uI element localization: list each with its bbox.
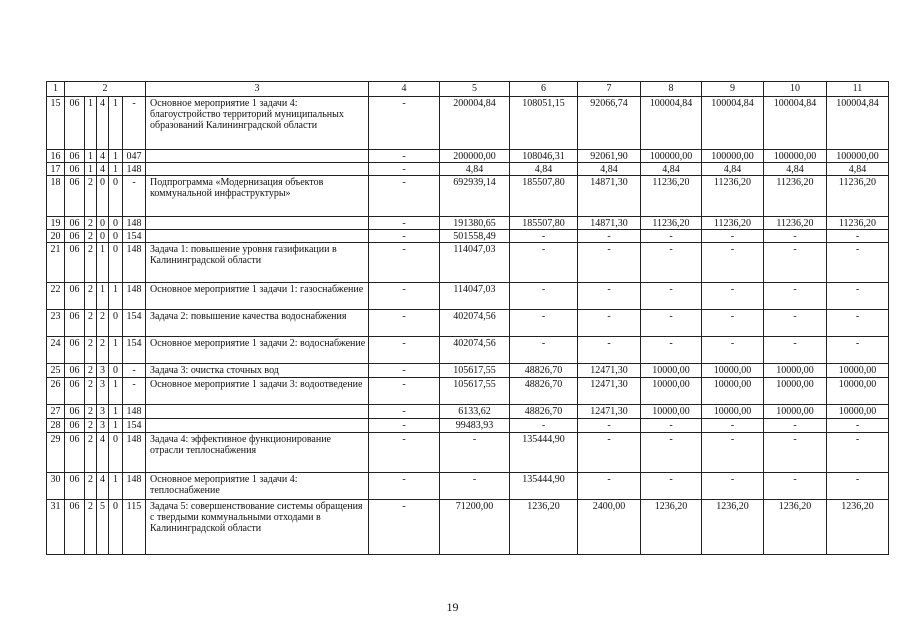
value-cell: 135444,90 [510, 473, 578, 500]
value-cell: - [827, 230, 889, 243]
row-number-cell: 24 [47, 337, 65, 364]
value-cell: 10000,00 [827, 405, 889, 419]
code-cell: 148 [123, 217, 146, 230]
code-cell: 1 [109, 97, 123, 150]
code-cell: 0 [109, 176, 123, 217]
value-cell: 92066,74 [578, 97, 641, 150]
value-cell: 402074,56 [440, 337, 510, 364]
value-cell: - [510, 419, 578, 433]
code-cell: 06 [65, 283, 85, 310]
description-cell: Подпрограмма «Модернизация объектов коммунальной инфраструктуры» [146, 176, 369, 217]
code-cell: 1 [85, 97, 97, 150]
value-cell: 135444,90 [510, 433, 578, 473]
value-cell: 200000,00 [440, 150, 510, 163]
code-cell: 0 [109, 500, 123, 555]
value-cell: 4,84 [827, 163, 889, 176]
code-cell: 06 [65, 150, 85, 163]
value-cell: 10000,00 [764, 405, 827, 419]
table-row [47, 150, 889, 163]
code-cell: 0 [97, 217, 109, 230]
description-cell [146, 405, 369, 419]
code-cell: 2 [85, 230, 97, 243]
value-cell: 114047,03 [440, 243, 510, 283]
value-cell: 10000,00 [702, 405, 764, 419]
column4-cell: - [369, 217, 440, 230]
column4-cell: - [369, 97, 440, 150]
code-cell: 0 [109, 433, 123, 473]
row-number-cell: 28 [47, 419, 65, 433]
code-cell: 2 [85, 473, 97, 500]
value-cell: - [578, 337, 641, 364]
value-cell: - [702, 310, 764, 337]
code-cell: 06 [65, 473, 85, 500]
code-cell: 2 [85, 310, 97, 337]
value-cell: 11236,20 [827, 176, 889, 217]
value-cell: - [641, 337, 702, 364]
description-cell: Основное мероприятие 1 задачи 4: благоустройство территорий муниципальных образований Калининградской области [146, 97, 369, 150]
value-cell: 11236,20 [641, 176, 702, 217]
row-number-cell: 26 [47, 378, 65, 405]
code-cell: 06 [65, 310, 85, 337]
value-cell: 100004,84 [641, 97, 702, 150]
value-cell: 1236,20 [510, 500, 578, 555]
code-cell: 0 [109, 364, 123, 378]
value-cell: - [764, 283, 827, 310]
row-number-cell: 18 [47, 176, 65, 217]
row-number-cell: 30 [47, 473, 65, 500]
description-cell [146, 150, 369, 163]
column4-cell: - [369, 163, 440, 176]
code-cell: 2 [85, 243, 97, 283]
description-cell [146, 230, 369, 243]
column4-cell: - [369, 230, 440, 243]
value-cell: - [510, 243, 578, 283]
row-number-cell: 27 [47, 405, 65, 419]
description-cell: Основное мероприятие 1 задачи 1: газоснабжение [146, 283, 369, 310]
value-cell: 11236,20 [764, 176, 827, 217]
code-cell: 1 [97, 283, 109, 310]
code-cell: 154 [123, 230, 146, 243]
value-cell: 14871,30 [578, 217, 641, 230]
value-cell: - [764, 473, 827, 500]
code-cell: 06 [65, 176, 85, 217]
column4-cell: - [369, 176, 440, 217]
value-cell: 191380,65 [440, 217, 510, 230]
column4-cell: - [369, 150, 440, 163]
value-cell: 100004,84 [764, 97, 827, 150]
value-cell: - [641, 243, 702, 283]
value-cell: 100000,00 [702, 150, 764, 163]
code-cell: 2 [85, 500, 97, 555]
code-cell: 0 [109, 217, 123, 230]
table-row [47, 230, 889, 243]
description-cell: Основное мероприятие 1 задачи 4: теплоснабжение [146, 473, 369, 500]
code-cell: - [123, 364, 146, 378]
code-cell: 4 [97, 473, 109, 500]
value-cell: 14871,30 [578, 176, 641, 217]
value-cell: - [702, 419, 764, 433]
header-row [47, 82, 889, 97]
row-number-cell: 19 [47, 217, 65, 230]
row-number-cell: 23 [47, 310, 65, 337]
code-cell: 3 [97, 405, 109, 419]
value-cell: 10000,00 [764, 378, 827, 405]
description-cell: Задача 3: очистка сточных вод [146, 364, 369, 378]
description-cell: Задача 1: повышение уровня газификации в Калининградской области [146, 243, 369, 283]
value-cell: - [510, 337, 578, 364]
table-row [47, 433, 889, 473]
value-cell: - [764, 337, 827, 364]
value-cell: 48826,70 [510, 364, 578, 378]
value-cell: 4,84 [440, 163, 510, 176]
header-cell: 5 [440, 82, 510, 97]
header-cell: 6 [510, 82, 578, 97]
value-cell: - [827, 283, 889, 310]
value-cell: 10000,00 [641, 405, 702, 419]
code-cell: 3 [97, 378, 109, 405]
value-cell: 100000,00 [764, 150, 827, 163]
value-cell: 10000,00 [702, 364, 764, 378]
code-cell: 1 [97, 243, 109, 283]
row-number-cell: 15 [47, 97, 65, 150]
code-cell: 06 [65, 337, 85, 364]
value-cell: 100000,00 [641, 150, 702, 163]
code-cell: 4 [97, 433, 109, 473]
code-cell: 06 [65, 433, 85, 473]
value-cell: - [510, 283, 578, 310]
budget-table [46, 81, 889, 555]
code-cell: 0 [97, 230, 109, 243]
value-cell: - [578, 283, 641, 310]
code-cell: 047 [123, 150, 146, 163]
code-cell: 06 [65, 364, 85, 378]
value-cell: 501558,49 [440, 230, 510, 243]
row-number-cell: 25 [47, 364, 65, 378]
row-number-cell: 16 [47, 150, 65, 163]
value-cell: - [702, 230, 764, 243]
column4-cell: - [369, 433, 440, 473]
header-cell: 8 [641, 82, 702, 97]
value-cell: 1236,20 [764, 500, 827, 555]
value-cell: 12471,30 [578, 364, 641, 378]
value-cell: - [764, 433, 827, 473]
code-cell: 115 [123, 500, 146, 555]
value-cell: - [578, 473, 641, 500]
value-cell: 10000,00 [702, 378, 764, 405]
value-cell: 99483,93 [440, 419, 510, 433]
table-row [47, 500, 889, 555]
value-cell: 71200,00 [440, 500, 510, 555]
value-cell: - [578, 419, 641, 433]
value-cell: 100004,84 [702, 97, 764, 150]
code-cell: 2 [85, 378, 97, 405]
value-cell: - [578, 310, 641, 337]
column4-cell: - [369, 283, 440, 310]
page-number: 19 [446, 600, 459, 614]
value-cell: 1236,20 [641, 500, 702, 555]
value-cell: - [702, 283, 764, 310]
value-cell: 10000,00 [641, 364, 702, 378]
value-cell: 108046,31 [510, 150, 578, 163]
value-cell: - [578, 243, 641, 283]
header-cell: 11 [827, 82, 889, 97]
code-cell: 06 [65, 243, 85, 283]
table-row [47, 405, 889, 419]
value-cell: 11236,20 [764, 217, 827, 230]
column4-cell: - [369, 500, 440, 555]
table-row [47, 283, 889, 310]
description-cell: Основное мероприятие 1 задачи 2: водоснабжение [146, 337, 369, 364]
column4-cell: - [369, 310, 440, 337]
table-row [47, 176, 889, 217]
code-cell: 06 [65, 163, 85, 176]
value-cell: 10000,00 [827, 378, 889, 405]
code-cell: 06 [65, 500, 85, 555]
row-number-cell: 21 [47, 243, 65, 283]
code-cell: 06 [65, 405, 85, 419]
value-cell: 185507,80 [510, 217, 578, 230]
code-cell: 154 [123, 310, 146, 337]
code-cell: - [123, 97, 146, 150]
value-cell: 1236,20 [827, 500, 889, 555]
value-cell: 4,84 [641, 163, 702, 176]
value-cell: - [764, 310, 827, 337]
code-cell: 1 [109, 473, 123, 500]
value-cell: 12471,30 [578, 405, 641, 419]
value-cell: - [764, 230, 827, 243]
code-cell: 2 [85, 176, 97, 217]
code-cell: - [123, 176, 146, 217]
value-cell: 12471,30 [578, 378, 641, 405]
value-cell: 692939,14 [440, 176, 510, 217]
value-cell: 10000,00 [764, 364, 827, 378]
column4-cell: - [369, 419, 440, 433]
code-cell: 1 [109, 337, 123, 364]
table-row [47, 337, 889, 364]
value-cell: - [440, 433, 510, 473]
value-cell: 1236,20 [702, 500, 764, 555]
table-row [47, 217, 889, 230]
header-cell: 1 [47, 82, 65, 97]
value-cell: - [510, 230, 578, 243]
header-cell: 9 [702, 82, 764, 97]
value-cell: 48826,70 [510, 378, 578, 405]
header-cell: 10 [764, 82, 827, 97]
value-cell: 11236,20 [702, 217, 764, 230]
value-cell: 185507,80 [510, 176, 578, 217]
value-cell: 4,84 [702, 163, 764, 176]
value-cell: - [702, 433, 764, 473]
value-cell: - [764, 419, 827, 433]
value-cell: 100004,84 [827, 97, 889, 150]
code-cell: 148 [123, 283, 146, 310]
code-cell: 06 [65, 230, 85, 243]
description-cell: Задача 5: совершенствование системы обращения с твердыми коммунальными отходами в Калининградской области [146, 500, 369, 555]
code-cell: 1 [85, 150, 97, 163]
value-cell: 48826,70 [510, 405, 578, 419]
code-cell: - [123, 378, 146, 405]
row-number-cell: 17 [47, 163, 65, 176]
value-cell: 105617,55 [440, 378, 510, 405]
value-cell: 114047,03 [440, 283, 510, 310]
value-cell: - [641, 433, 702, 473]
value-cell: 6133,62 [440, 405, 510, 419]
value-cell: 100000,00 [827, 150, 889, 163]
code-cell: 3 [97, 419, 109, 433]
code-cell: 2 [85, 283, 97, 310]
value-cell: - [440, 473, 510, 500]
code-cell: 2 [97, 337, 109, 364]
value-cell: - [827, 419, 889, 433]
code-cell: 148 [123, 405, 146, 419]
code-cell: 06 [65, 97, 85, 150]
code-cell: 2 [85, 337, 97, 364]
value-cell: 92061,90 [578, 150, 641, 163]
code-cell: 2 [97, 310, 109, 337]
code-cell: 4 [97, 97, 109, 150]
code-cell: 154 [123, 419, 146, 433]
value-cell: - [702, 473, 764, 500]
description-cell [146, 419, 369, 433]
description-cell [146, 163, 369, 176]
table-row [47, 364, 889, 378]
code-cell: 1 [109, 283, 123, 310]
value-cell: 11236,20 [702, 176, 764, 217]
code-cell: 06 [65, 378, 85, 405]
code-cell: 148 [123, 433, 146, 473]
value-cell: 10000,00 [827, 364, 889, 378]
value-cell: - [641, 473, 702, 500]
value-cell: - [641, 419, 702, 433]
code-cell: 2 [85, 405, 97, 419]
column4-cell: - [369, 364, 440, 378]
code-cell: 3 [97, 364, 109, 378]
table-row [47, 378, 889, 405]
value-cell: 402074,56 [440, 310, 510, 337]
value-cell: 11236,20 [827, 217, 889, 230]
code-cell: 1 [109, 419, 123, 433]
value-cell: - [827, 243, 889, 283]
code-cell: 148 [123, 163, 146, 176]
code-cell: 1 [109, 150, 123, 163]
value-cell: - [578, 433, 641, 473]
description-cell [146, 217, 369, 230]
table-row [47, 473, 889, 500]
description-cell: Основное мероприятие 1 задачи 3: водоотведение [146, 378, 369, 405]
value-cell: - [827, 473, 889, 500]
code-cell: 4 [97, 163, 109, 176]
value-cell: - [641, 310, 702, 337]
code-cell: 0 [97, 176, 109, 217]
value-cell: - [827, 310, 889, 337]
value-cell: 4,84 [764, 163, 827, 176]
value-cell: 108051,15 [510, 97, 578, 150]
row-number-cell: 29 [47, 433, 65, 473]
code-cell: 2 [85, 433, 97, 473]
value-cell: 4,84 [578, 163, 641, 176]
code-cell: 1 [109, 378, 123, 405]
code-cell: 148 [123, 473, 146, 500]
header-cell: 4 [369, 82, 440, 97]
description-cell: Задача 4: эффективное функционирование отрасли теплоснабжения [146, 433, 369, 473]
code-cell: 0 [109, 230, 123, 243]
code-cell: 0 [109, 243, 123, 283]
header-cell: 7 [578, 82, 641, 97]
table-row [47, 97, 889, 150]
table-row [47, 243, 889, 283]
value-cell: - [702, 243, 764, 283]
code-cell: 5 [97, 500, 109, 555]
code-cell: 4 [97, 150, 109, 163]
table-row [47, 310, 889, 337]
value-cell: 11236,20 [641, 217, 702, 230]
value-cell: - [764, 243, 827, 283]
code-cell: 2 [85, 419, 97, 433]
value-cell: - [641, 230, 702, 243]
description-cell: Задача 2: повышение качества водоснабжения [146, 310, 369, 337]
column4-cell: - [369, 378, 440, 405]
code-cell: 06 [65, 217, 85, 230]
value-cell: 200004,84 [440, 97, 510, 150]
code-cell: 154 [123, 337, 146, 364]
column4-cell: - [369, 405, 440, 419]
header-cell: 3 [146, 82, 369, 97]
value-cell: - [578, 230, 641, 243]
code-cell: 2 [85, 364, 97, 378]
row-number-cell: 31 [47, 500, 65, 555]
value-cell: - [827, 337, 889, 364]
value-cell: 105617,55 [440, 364, 510, 378]
code-cell: 2 [85, 217, 97, 230]
code-cell: 148 [123, 243, 146, 283]
row-number-cell: 20 [47, 230, 65, 243]
table-row [47, 419, 889, 433]
value-cell: 2400,00 [578, 500, 641, 555]
code-cell: 1 [109, 163, 123, 176]
column4-cell: - [369, 473, 440, 500]
row-number-cell: 22 [47, 283, 65, 310]
value-cell: - [827, 433, 889, 473]
header-cell: 2 [65, 82, 146, 97]
value-cell: 4,84 [510, 163, 578, 176]
value-cell: - [702, 337, 764, 364]
table-row [47, 163, 889, 176]
value-cell: - [510, 310, 578, 337]
column4-cell: - [369, 243, 440, 283]
column4-cell: - [369, 337, 440, 364]
code-cell: 1 [109, 405, 123, 419]
value-cell: 10000,00 [641, 378, 702, 405]
value-cell: - [641, 283, 702, 310]
code-cell: 1 [85, 163, 97, 176]
code-cell: 06 [65, 419, 85, 433]
code-cell: 0 [109, 310, 123, 337]
